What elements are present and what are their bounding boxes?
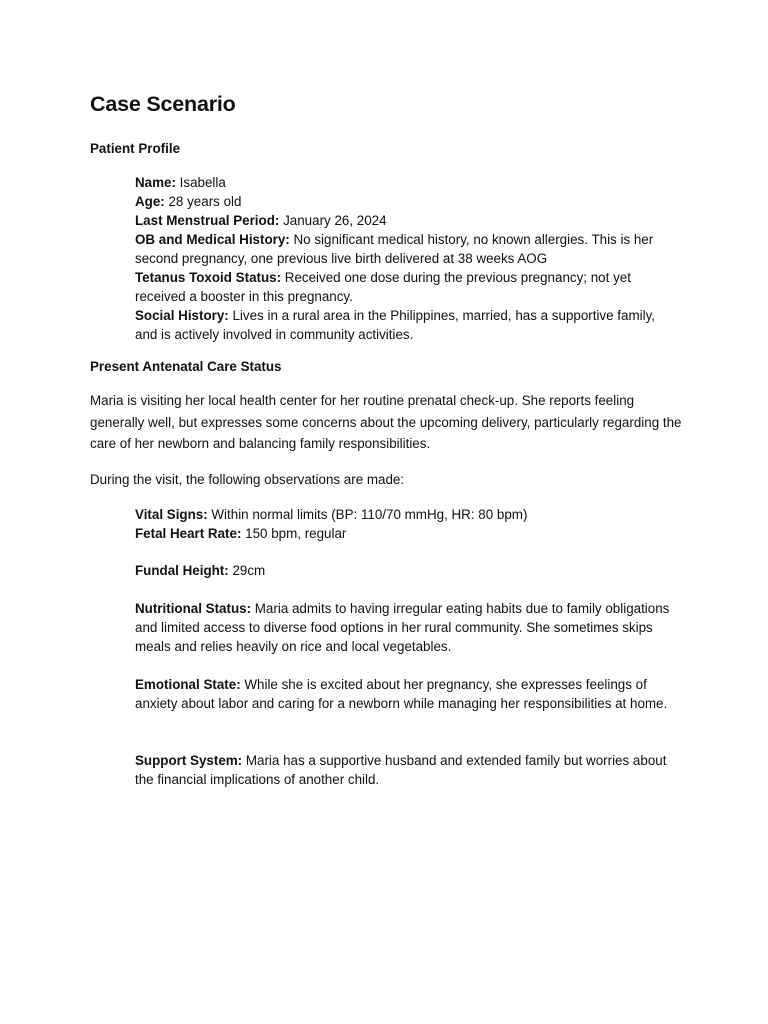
nutritional-status-value: Maria admits to having irregular eating habits due to family obligations and limited access to diverse food options in her rural community. She sometimes skips meals and relies heavily on rice and local vegetables.: [135, 601, 670, 654]
profile-name: [135, 173, 675, 192]
profile-lmp-label: Last Menstrual Period:: [135, 213, 280, 228]
profile-name-value: Isabella: [175, 175, 226, 190]
profile-ob-history: [135, 230, 675, 268]
antenatal-intro-paragraph: Maria is visiting her local health center for her routine prenatal check-up. She reports feeling generally well, but expresses some concerns about the upcoming delivery, particularly regarding the care of her newborn and balancing family responsibilities.: [90, 393, 682, 452]
profile-tetanus-label: Tetanus Toxoid Status:: [135, 270, 282, 285]
vital-signs-value: Within normal limits (BP: 110/70 mmHg, HR: 80 bpm): [207, 507, 528, 522]
vitals-block: [135, 505, 675, 543]
emotional-state: [135, 675, 675, 713]
vital-signs: [135, 505, 675, 524]
fetal-heart-rate-value: 150 bpm, regular: [241, 526, 347, 541]
profile-age: [135, 192, 675, 211]
profile-tetanus: [135, 268, 675, 306]
fetal-heart-rate: [135, 524, 675, 543]
support-system-value: Maria has a supportive husband and extended family but worries about the financial implications of another child.: [135, 753, 667, 787]
profile-ob-history-value: No significant medical history, no known allergies. This is her second pregnancy, one previous live birth delivered at 38 weeks AOG: [135, 232, 654, 266]
fundal-height-block: [135, 561, 675, 580]
fetal-heart-rate-label: Fetal Heart Rate:: [135, 526, 242, 541]
nutritional-status-block: [135, 599, 675, 656]
support-system-label: Support System:: [135, 753, 243, 768]
document-title: Case Scenario: [90, 92, 236, 116]
emotional-state-value: While she is excited about her pregnancy, she expresses feelings of anxiety about labor and caring for a newborn while managing her responsibilities at home.: [135, 677, 668, 711]
emotional-state-label: Emotional State:: [135, 677, 241, 692]
profile-social-label: Social History:: [135, 308, 229, 323]
support-system: [135, 751, 675, 789]
patient-profile-details: [135, 173, 675, 344]
antenatal-heading: Present Antenatal Care Status: [90, 359, 282, 374]
profile-tetanus-value: Received one dose during the previous pregnancy; not yet received a booster in this pregnancy.: [135, 270, 631, 304]
profile-age-label: Age:: [135, 194, 165, 209]
emotional-state-block: [135, 675, 675, 713]
nutritional-status: [135, 599, 675, 656]
profile-social: [135, 306, 675, 344]
support-system-block: [135, 751, 675, 789]
profile-lmp: [135, 211, 675, 230]
profile-age-value: 28 years old: [164, 194, 242, 209]
fundal-height: [135, 561, 675, 580]
nutritional-status-label: Nutritional Status:: [135, 601, 252, 616]
patient-profile-heading: Patient Profile: [90, 141, 181, 156]
profile-social-value: Lives in a rural area in the Philippines, married, has a supportive family, and is actively involved in community activities.: [135, 308, 655, 342]
fundal-height-value: 29cm: [228, 563, 266, 578]
fundal-height-label: Fundal Height:: [135, 563, 229, 578]
profile-ob-history-label: OB and Medical History:: [135, 232, 290, 247]
profile-name-label: Name:: [135, 175, 176, 190]
profile-lmp-value: January 26, 2024: [279, 213, 387, 228]
vital-signs-label: Vital Signs:: [135, 507, 208, 522]
observations-intro: During the visit, the following observations are made:: [90, 472, 405, 487]
